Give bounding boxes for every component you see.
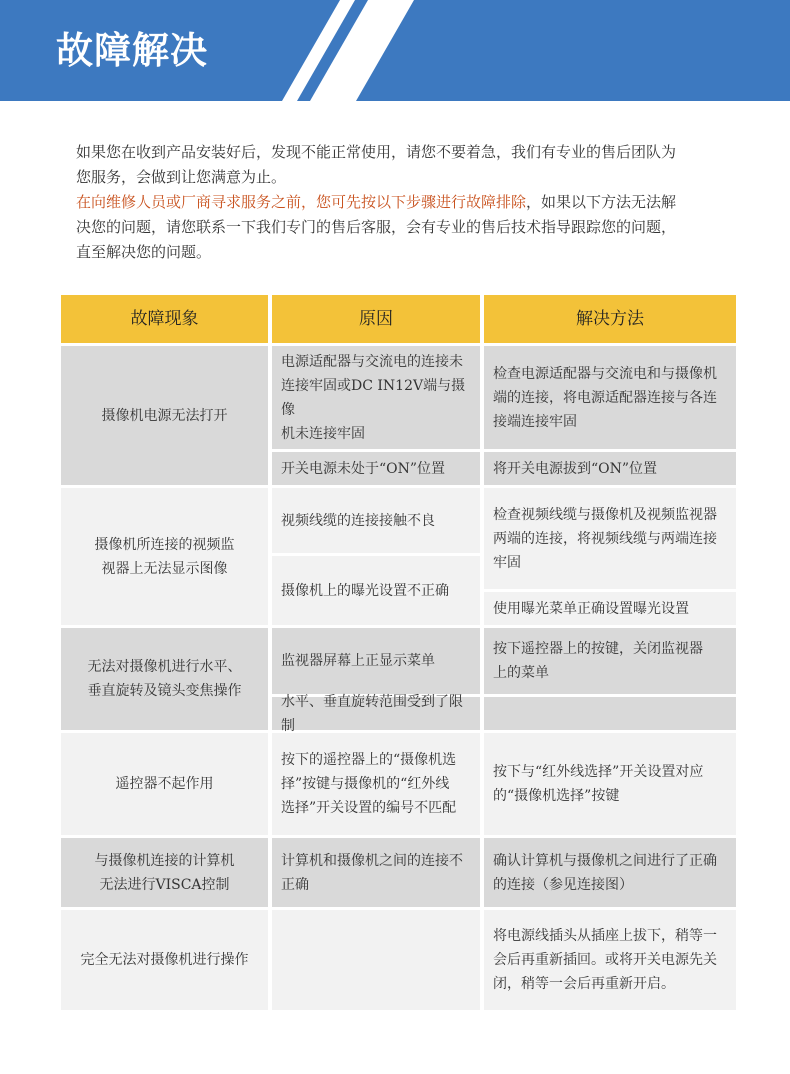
symptom-line: 遥控器不起作用 bbox=[115, 776, 214, 792]
symptom-line: 完全无法对摄像机进行操作 bbox=[80, 952, 249, 968]
symptom-line: 摄像机所连接的视频监 bbox=[94, 536, 235, 553]
symptom-cell bbox=[61, 346, 268, 485]
solution-line: 按下遥控器上的按键，关闭监视器 bbox=[493, 641, 703, 657]
solution-cell bbox=[484, 488, 736, 589]
cause-cell bbox=[272, 488, 480, 553]
solution-cell bbox=[484, 910, 736, 1010]
solution-cell bbox=[484, 733, 736, 835]
solution-line: 闭，稍等一会后再重新开启。 bbox=[493, 976, 675, 992]
intro-line bbox=[76, 190, 734, 215]
solution-line: 两端的连接，将视频线缆与两端连接 bbox=[493, 530, 717, 547]
cause-cell bbox=[272, 556, 480, 625]
solution-line: 按下与“红外线选择”开关设置对应 bbox=[493, 764, 704, 780]
symptom-line: 无法对摄像机进行水平、 bbox=[87, 659, 242, 675]
page-title: 故障解决 bbox=[56, 28, 208, 72]
intro-highlight: 在向维修人员或厂商寻求服务之前，您可先按以下步骤进行故障排除 bbox=[76, 193, 527, 211]
symptom-cell bbox=[61, 488, 268, 625]
header-solution: 解决方法 bbox=[484, 295, 736, 343]
cause-line: 择”按键与摄像机的“红外线 bbox=[281, 776, 450, 792]
intro-line: 您服务，会做到让您满意为止。 bbox=[76, 168, 287, 186]
symptom-cell bbox=[61, 628, 268, 730]
intro-line-rest: ，如果以下方法无法解 bbox=[526, 193, 677, 211]
solution-line: 接端连接牢固 bbox=[493, 413, 577, 430]
solution-line: 使用曝光菜单正确设置曝光设置 bbox=[493, 600, 689, 617]
symptom-cell bbox=[61, 733, 268, 835]
page-header bbox=[0, 0, 790, 101]
symptom-line: 视器上无法显示图像 bbox=[101, 560, 228, 577]
solution-cell bbox=[484, 838, 736, 907]
cause-cell bbox=[272, 838, 480, 907]
cause-line: 选择”开关设置的编号不匹配 bbox=[281, 800, 457, 816]
cause-line: 开关电源未处于“ON”位置 bbox=[281, 460, 446, 477]
intro-line: 直至解决您的问题。 bbox=[76, 243, 212, 261]
solution-line: 确认计算机与摄像机之间进行了正确 bbox=[493, 852, 717, 869]
cause-cell bbox=[272, 452, 480, 485]
cause-line: 水平、垂直旋转范围受到了限制 bbox=[281, 693, 463, 734]
cause-line: 电源适配器与交流电的连接未 bbox=[281, 353, 463, 370]
cause-line: 连接牢固或DC IN12V端与摄像 bbox=[281, 377, 466, 418]
solution-cell bbox=[484, 628, 736, 694]
intro-line: 决您的问题，请您联系一下我们专门的售后客服，会有专业的售后技术指导跟踪您的问题， bbox=[76, 218, 677, 236]
solution-line: 会后再重新插回。或将开关电源先关 bbox=[493, 952, 717, 968]
cause-line: 视频线缆的连接接触不良 bbox=[281, 512, 435, 529]
cause-cell bbox=[272, 733, 480, 835]
cause-cell bbox=[272, 346, 480, 449]
symptom-line: 摄像机电源无法打开 bbox=[101, 407, 228, 424]
cause-line: 摄像机上的曝光设置不正确 bbox=[281, 582, 449, 599]
symptom-line: 垂直旋转及镜头变焦操作 bbox=[87, 683, 242, 699]
intro-text bbox=[76, 140, 734, 265]
symptom-line: 与摄像机连接的计算机 bbox=[94, 852, 235, 869]
cause-line: 监视器屏幕上正显示菜单 bbox=[281, 653, 435, 669]
solution-line: 检查视频线缆与摄像机及视频监视器 bbox=[493, 506, 717, 523]
cause-cell-empty bbox=[272, 910, 480, 1010]
cause-line: 正确 bbox=[281, 876, 309, 893]
cause-line: 计算机和摄像机之间的连接不 bbox=[281, 852, 463, 869]
solution-line: 将电源线插头从插座上拔下，稍等一 bbox=[493, 928, 717, 944]
cause-cell bbox=[272, 628, 480, 694]
cause-line: 机未连接牢固 bbox=[281, 425, 365, 442]
solution-line: 的连接（参见连接图） bbox=[493, 876, 633, 893]
intro-line: 如果您在收到产品安装好后，发现不能正常使用，请您不要着急，我们有专业的售后团队为 bbox=[76, 143, 677, 161]
header-symptom: 故障现象 bbox=[61, 295, 268, 343]
solution-line: 端的连接，将电源适配器连接与各连 bbox=[493, 389, 717, 406]
header-cause: 原因 bbox=[272, 295, 480, 343]
solution-line: 检查电源适配器与交流电和与摄像机 bbox=[493, 365, 717, 382]
cause-cell bbox=[272, 693, 480, 734]
symptom-cell bbox=[61, 910, 268, 1010]
solution-line: 上的菜单 bbox=[493, 665, 549, 681]
solution-line: 将开关电源拔到“ON”位置 bbox=[493, 460, 658, 477]
solution-line: 的“摄像机选择”按键 bbox=[493, 788, 620, 804]
solution-cell bbox=[484, 452, 736, 485]
solution-cell bbox=[484, 592, 736, 625]
symptom-cell bbox=[61, 838, 268, 907]
symptom-line: 无法进行VISCA控制 bbox=[99, 876, 230, 893]
solution-cell bbox=[484, 346, 736, 449]
solution-cell-empty bbox=[484, 697, 736, 730]
cause-line: 按下的遥控器上的“摄像机选 bbox=[281, 752, 457, 768]
solution-line: 牢固 bbox=[493, 554, 521, 571]
troubleshooting-table bbox=[61, 295, 736, 1010]
